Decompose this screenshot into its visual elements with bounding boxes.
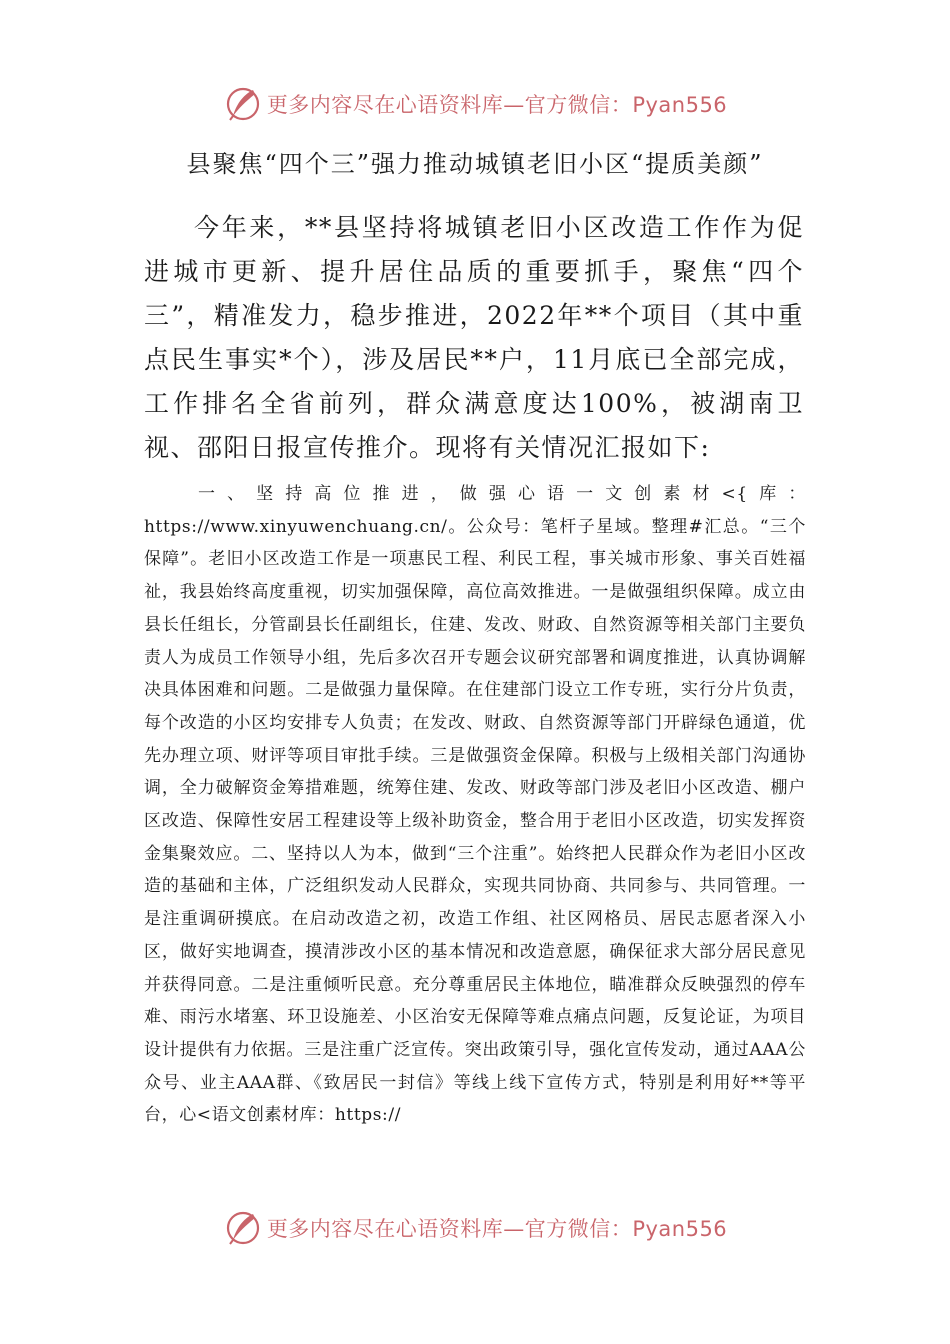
header-banner <box>0 82 950 126</box>
quill-pen-logo-icon <box>223 84 263 124</box>
footer-banner <box>0 1206 950 1250</box>
quill-pen-logo-icon <box>223 1208 263 1248</box>
document-title: 县聚焦“四个三”强力推动城镇老旧小区“提质美颜” <box>186 150 764 178</box>
wechat-id: Pyan556 <box>632 1217 728 1241</box>
body-paragraph: 一、坚持高位推进，做强心语一文创素材<{库：https://www.xinyuwenchuang.cn/。公众号：笔杆子星域。整理#汇总。“三个保障”。老旧小区改造工作是一项惠民工程、利民工程，事关城市形象、事关百姓福祉，我县始终高度重视，切实加强保障，高位高效推进。一是做强组织保障。成立由县长任组长，分管副县长任副组长，住建、发改、财政、自然资源等相关部门主要负责人为成员工作领导小组，先后多次召开专题会议研究部署和调度推进，认真协调解决具体困难和问题。二是做强力量保障。在住建部门设立工作专班，实行分片负责，每个改造的小区均安排专人负责；在发改、财政、自然资源等部门开辟绿色通道，优先办理立项、财评等项目审批手续。三是做强资金保障。积极与上级相关部门沟通协调，全力破解资金筹措难题，统筹住建、发改、财政等部门涉及老旧小区改造、棚户区改造、保障性安居工程建设等上级补助资金，整合用于老旧小区改造，切实发挥资金集聚效应。二、坚持以人为本，做到“三个注重”。始终把人民群众作为老旧小区改造的基础和主体，广泛组织发动人民群众，实现共同协商、共同参与、共同管理。一是注重调研摸底。在启动改造之初，改造工作组、社区网格员、居民志愿者深入小区，做好实地调查，摸清涉改小区的基本情况和改造意愿，确保征求大部分居民意见并获得同意。二是注重倾听民意。充分尊重居民主体地位，瞄准群众反映强烈的停车难、雨污水堵塞、环卫设施差、小区治安无保障等难点痛点问题，反复论证，为项目设计提供有力依据。三是注重广泛宣传。突出政策引导，强化宣传发动，通过AAA公众号、业主AAA群、《致居民一封信》等线上线下宣传方式，特别是利用好**等平台，心<语文创素材库：https:// <box>144 484 806 1126</box>
wechat-id: Pyan556 <box>632 93 728 117</box>
banner-label: 更多内容尽在心语资料库—官方微信： <box>266 93 633 117</box>
banner-text <box>267 1213 727 1243</box>
banner-label: 更多内容尽在心语资料库—官方微信： <box>266 1217 633 1241</box>
banner-text <box>267 89 727 119</box>
lead-paragraph: 今年来，**县坚持将城镇老旧小区改造工作作为促进城市更新、提升居住品质的重要抓手，聚焦“四个三”，精准发力，稳步推进，2022年**个项目（其中重点民生事实*个），涉及居民**户，11月底已全部完成，工作排名全省前列，群众满意度达100%，被湖南卫视、邵阳日报宣传推介。现将有关情况汇报如下: <box>144 213 804 462</box>
